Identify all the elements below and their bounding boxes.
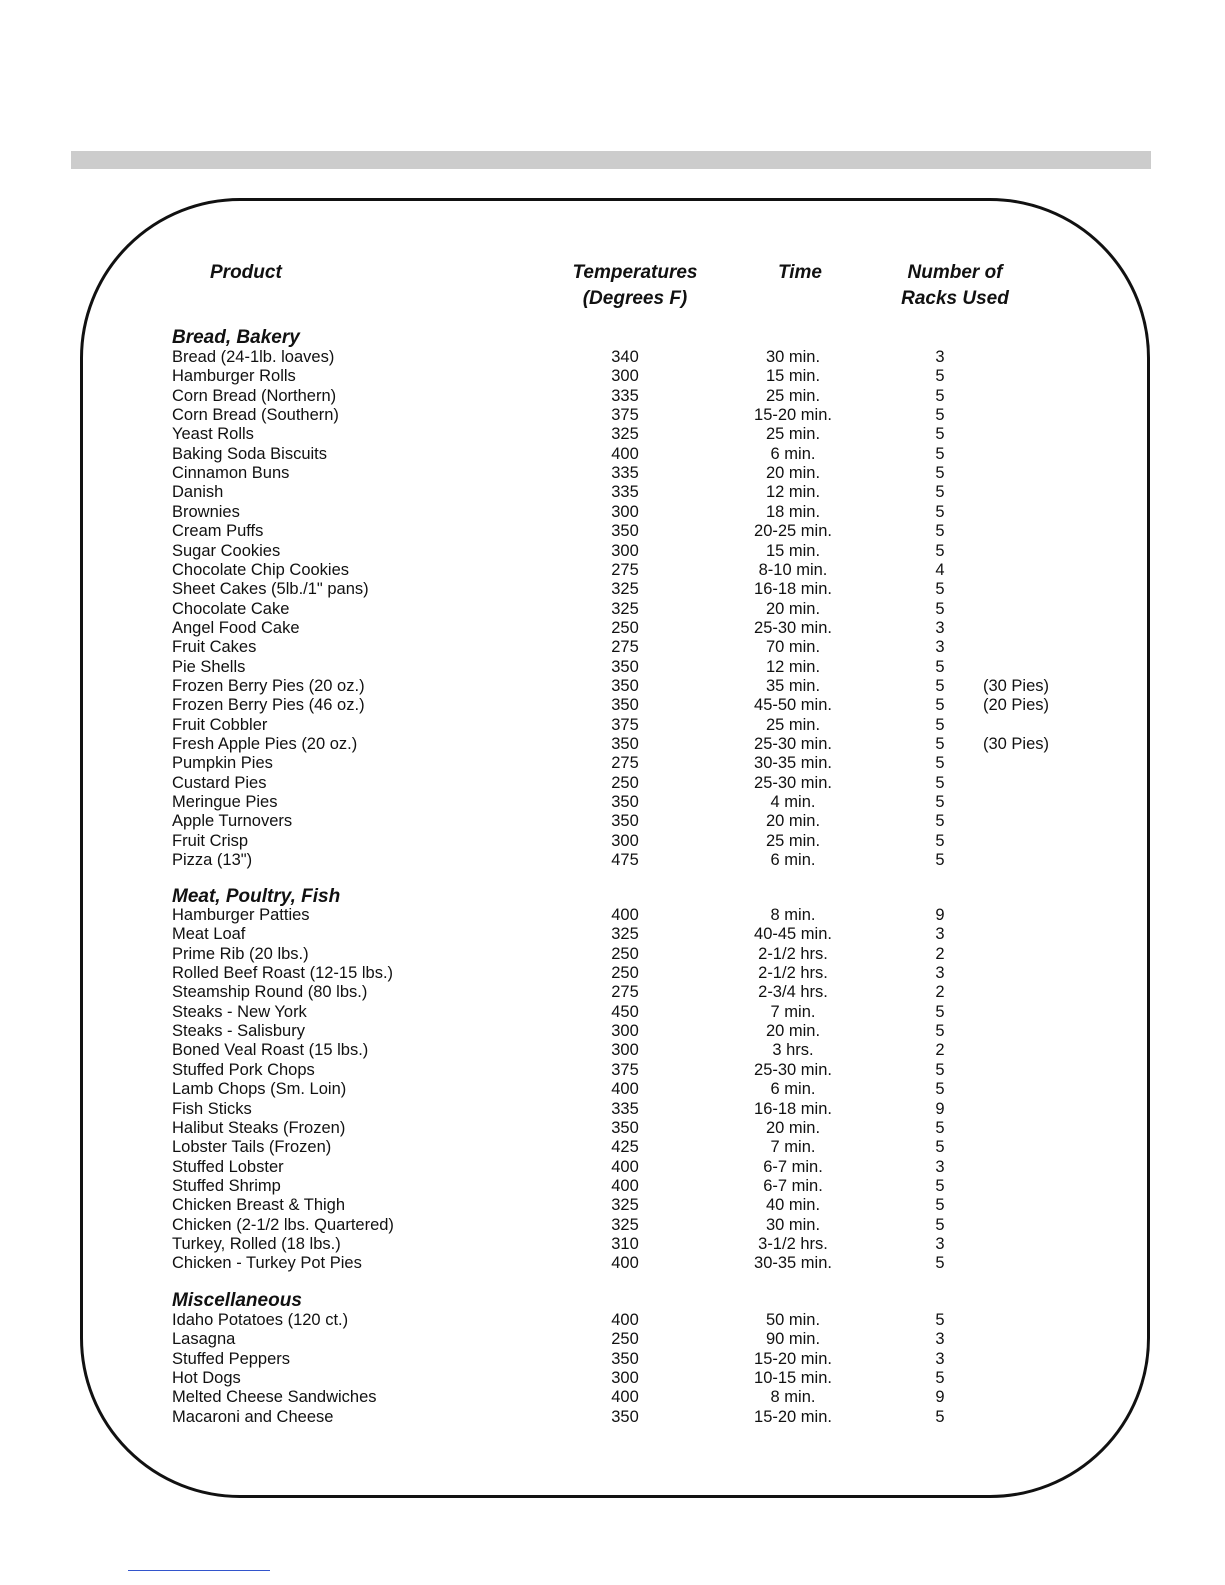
table-row bbox=[0, 945, 1225, 965]
time-cell: 7 min. bbox=[770, 1138, 816, 1157]
product-cell: Hot Dogs bbox=[172, 1369, 241, 1388]
table-row bbox=[0, 832, 1225, 852]
racks-cell: 5 bbox=[935, 812, 945, 831]
temperature-cell: 400 bbox=[611, 1388, 639, 1407]
racks-cell: 5 bbox=[935, 1060, 945, 1079]
temperature-cell: 325 bbox=[611, 925, 639, 944]
product-cell: Chocolate Chip Cookies bbox=[172, 560, 350, 579]
time-cell: 20 min. bbox=[765, 812, 821, 831]
table-row bbox=[0, 1061, 1225, 1081]
product-cell: Sheet Cakes (5lb./1" pans) bbox=[172, 580, 369, 599]
product-cell: Stuffed Shrimp bbox=[172, 1176, 281, 1195]
product-cell: Chicken (2-1/2 lbs. Quartered) bbox=[172, 1215, 394, 1234]
time-cell: 18 min. bbox=[765, 502, 821, 521]
product-cell: Boned Veal Roast (15 lbs.) bbox=[172, 1041, 369, 1060]
column-header-racks-line2: Racks Used bbox=[901, 288, 1009, 309]
time-cell: 3 hrs. bbox=[772, 1041, 814, 1060]
table-row bbox=[0, 406, 1225, 426]
racks-cell: 5 bbox=[935, 1369, 945, 1388]
table-row bbox=[0, 1311, 1225, 1331]
product-cell: Idaho Potatoes (120 ct.) bbox=[172, 1311, 349, 1329]
product-cell: Hamburger Patties bbox=[172, 906, 310, 924]
table-row bbox=[0, 793, 1225, 813]
racks-cell: 5 bbox=[935, 483, 945, 502]
section-title: Bread, Bakery bbox=[172, 327, 300, 348]
table-row bbox=[0, 906, 1225, 926]
product-cell: Fruit Cakes bbox=[172, 638, 257, 657]
temperature-cell: 325 bbox=[611, 1215, 639, 1234]
temperature-cell: 350 bbox=[611, 696, 639, 715]
temperature-cell: 400 bbox=[611, 906, 639, 924]
temperature-cell: 310 bbox=[611, 1234, 639, 1253]
racks-cell: 5 bbox=[935, 1176, 945, 1195]
temperature-cell: 275 bbox=[611, 754, 639, 773]
temperature-cell: 375 bbox=[611, 406, 639, 425]
table-row bbox=[0, 1003, 1225, 1023]
column-header-temperatures-line2: (Degrees F) bbox=[582, 288, 688, 309]
product-cell: Corn Bread (Southern) bbox=[172, 406, 339, 425]
product-cell: Meringue Pies bbox=[172, 793, 278, 812]
racks-cell: 5 bbox=[935, 831, 945, 850]
table-row bbox=[0, 522, 1225, 542]
product-cell: Frozen Berry Pies (20 oz.) bbox=[172, 676, 365, 695]
table-row bbox=[0, 464, 1225, 484]
product-cell: Custard Pies bbox=[172, 773, 267, 792]
column-header-time: Time bbox=[777, 262, 822, 283]
temperature-cell: 400 bbox=[611, 1157, 639, 1176]
time-cell: 25-30 min. bbox=[754, 773, 832, 792]
table-row bbox=[0, 983, 1225, 1003]
table-row bbox=[0, 851, 1225, 871]
racks-cell: 5 bbox=[935, 793, 945, 812]
time-cell: 25 min. bbox=[765, 425, 821, 444]
product-cell: Brownies bbox=[172, 502, 240, 521]
table-row bbox=[0, 619, 1225, 639]
table-row bbox=[0, 1369, 1225, 1389]
time-cell: 50 min. bbox=[765, 1311, 821, 1329]
temperature-cell: 450 bbox=[611, 1002, 639, 1021]
racks-cell: 3 bbox=[935, 1349, 945, 1368]
time-cell: 20-25 min. bbox=[754, 522, 832, 541]
time-cell: 6 min. bbox=[770, 444, 816, 463]
time-cell: 40 min. bbox=[765, 1196, 821, 1215]
table-row bbox=[0, 1235, 1225, 1255]
product-cell: Melted Cheese Sandwiches bbox=[172, 1388, 377, 1407]
time-cell: 8-10 min. bbox=[758, 560, 828, 579]
column-header-product: Product bbox=[210, 262, 282, 283]
racks-cell: 5 bbox=[935, 1138, 945, 1157]
time-cell: 12 min. bbox=[765, 483, 821, 502]
time-cell: 2-1/2 hrs. bbox=[758, 944, 828, 963]
table-row bbox=[0, 658, 1225, 678]
temperature-cell: 325 bbox=[611, 580, 639, 599]
racks-cell: 5 bbox=[935, 464, 945, 483]
racks-cell: 5 bbox=[935, 425, 945, 444]
temperature-cell: 300 bbox=[611, 1022, 639, 1041]
time-cell: 35 min. bbox=[765, 676, 821, 695]
product-cell: Macaroni and Cheese bbox=[172, 1407, 334, 1426]
table-row bbox=[0, 774, 1225, 794]
time-cell: 30 min. bbox=[765, 1215, 821, 1234]
product-cell: Yeast Rolls bbox=[172, 425, 254, 444]
table-row bbox=[0, 1408, 1225, 1428]
product-cell: Steaks - Salisbury bbox=[172, 1022, 305, 1041]
racks-cell: 5 bbox=[935, 541, 945, 560]
racks-cell: 3 bbox=[935, 1157, 945, 1176]
temperature-cell: 250 bbox=[611, 944, 639, 963]
temperature-cell: 325 bbox=[611, 599, 639, 618]
racks-cell: 3 bbox=[935, 1330, 945, 1349]
product-cell: Pumpkin Pies bbox=[172, 754, 273, 773]
time-cell: 8 min. bbox=[770, 906, 816, 924]
section-title: Meat, Poultry, Fish bbox=[172, 886, 341, 907]
racks-cell: 3 bbox=[935, 348, 945, 366]
temperature-cell: 335 bbox=[611, 1099, 639, 1118]
note-cell: (30 Pies) bbox=[983, 676, 1050, 695]
temperature-cell: 335 bbox=[611, 464, 639, 483]
time-cell: 30-35 min. bbox=[754, 754, 832, 773]
racks-cell: 5 bbox=[935, 657, 945, 676]
note-cell: (30 Pies) bbox=[983, 735, 1050, 753]
column-header-temperatures bbox=[545, 260, 725, 312]
product-cell: Stuffed Pork Chops bbox=[172, 1060, 315, 1079]
time-cell: 25-30 min. bbox=[754, 735, 832, 753]
temperature-cell: 350 bbox=[611, 735, 639, 753]
racks-cell: 5 bbox=[935, 1311, 945, 1329]
table-row bbox=[0, 1330, 1225, 1350]
product-cell: Chocolate Cake bbox=[172, 599, 290, 618]
product-cell: Chicken - Turkey Pot Pies bbox=[172, 1254, 362, 1273]
table-row bbox=[0, 367, 1225, 387]
temperature-cell: 275 bbox=[611, 560, 639, 579]
column-header-racks-line1: Number of bbox=[907, 262, 1003, 283]
footer-link-underline bbox=[128, 1570, 270, 1571]
table-row bbox=[0, 696, 1225, 716]
racks-cell: 5 bbox=[935, 773, 945, 792]
temperature-cell: 340 bbox=[611, 348, 639, 366]
time-cell: 20 min. bbox=[765, 1118, 821, 1137]
temperature-cell: 350 bbox=[611, 657, 639, 676]
time-cell: 8 min. bbox=[770, 1388, 816, 1407]
time-cell: 40-45 min. bbox=[754, 925, 832, 944]
time-cell: 16-18 min. bbox=[754, 580, 832, 599]
table-row bbox=[0, 600, 1225, 620]
product-cell: Hamburger Rolls bbox=[172, 367, 296, 386]
temperature-cell: 375 bbox=[611, 1060, 639, 1079]
product-cell: Bread (24-1lb. loaves) bbox=[172, 348, 335, 366]
time-cell: 15-20 min. bbox=[754, 1407, 832, 1426]
table-row bbox=[0, 1080, 1225, 1100]
temperature-cell: 400 bbox=[611, 1080, 639, 1099]
time-cell: 25 min. bbox=[765, 715, 821, 734]
product-cell: Fruit Crisp bbox=[172, 831, 249, 850]
product-cell: Frozen Berry Pies (46 oz.) bbox=[172, 696, 365, 715]
table-row bbox=[0, 1388, 1225, 1408]
table-row bbox=[0, 1177, 1225, 1197]
racks-cell: 2 bbox=[935, 944, 945, 963]
racks-cell: 5 bbox=[935, 696, 945, 715]
racks-cell: 3 bbox=[935, 1234, 945, 1253]
time-cell: 4 min. bbox=[770, 793, 816, 812]
temperature-cell: 400 bbox=[611, 1311, 639, 1329]
temperature-cell: 425 bbox=[611, 1138, 639, 1157]
column-header-racks bbox=[865, 260, 1045, 312]
racks-cell: 5 bbox=[935, 522, 945, 541]
product-cell: Fresh Apple Pies (20 oz.) bbox=[172, 735, 358, 753]
racks-cell: 5 bbox=[935, 1215, 945, 1234]
product-cell: Apple Turnovers bbox=[172, 812, 293, 831]
racks-cell: 5 bbox=[935, 502, 945, 521]
time-cell: 15-20 min. bbox=[754, 406, 832, 425]
racks-cell: 5 bbox=[935, 406, 945, 425]
table-row bbox=[0, 754, 1225, 774]
time-cell: 70 min. bbox=[765, 638, 821, 657]
table-row bbox=[0, 1216, 1225, 1236]
table-row bbox=[0, 1022, 1225, 1042]
table-row bbox=[0, 638, 1225, 658]
time-cell: 20 min. bbox=[765, 464, 821, 483]
product-cell: Angel Food Cake bbox=[172, 618, 300, 637]
product-cell: Lasagna bbox=[172, 1330, 236, 1349]
table-row bbox=[0, 716, 1225, 736]
temperature-cell: 350 bbox=[611, 522, 639, 541]
table-row bbox=[0, 735, 1225, 755]
table-row bbox=[0, 1350, 1225, 1370]
time-cell: 20 min. bbox=[765, 599, 821, 618]
time-cell: 25 min. bbox=[765, 831, 821, 850]
time-cell: 2-3/4 hrs. bbox=[758, 983, 828, 1002]
time-cell: 25-30 min. bbox=[754, 1060, 832, 1079]
racks-cell: 5 bbox=[935, 1254, 945, 1273]
time-cell: 6 min. bbox=[770, 851, 816, 870]
racks-cell: 9 bbox=[935, 906, 945, 924]
racks-cell: 5 bbox=[935, 735, 945, 753]
time-cell: 12 min. bbox=[765, 657, 821, 676]
temperature-cell: 350 bbox=[611, 676, 639, 695]
table-row bbox=[0, 483, 1225, 503]
table-row bbox=[0, 542, 1225, 562]
product-cell: Steamship Round (80 lbs.) bbox=[172, 983, 368, 1002]
product-cell: Sugar Cookies bbox=[172, 541, 281, 560]
racks-cell: 5 bbox=[935, 1118, 945, 1137]
product-cell: Danish bbox=[172, 483, 224, 502]
racks-cell: 5 bbox=[935, 1002, 945, 1021]
temperature-cell: 250 bbox=[611, 1330, 639, 1349]
racks-cell: 5 bbox=[935, 1080, 945, 1099]
temperature-cell: 335 bbox=[611, 483, 639, 502]
racks-cell: 5 bbox=[935, 715, 945, 734]
temperature-cell: 300 bbox=[611, 831, 639, 850]
temperature-cell: 275 bbox=[611, 638, 639, 657]
racks-cell: 4 bbox=[935, 560, 945, 579]
racks-cell: 3 bbox=[935, 964, 945, 983]
time-cell: 2-1/2 hrs. bbox=[758, 964, 828, 983]
product-cell: Prime Rib (20 lbs.) bbox=[172, 944, 309, 963]
table-row bbox=[0, 1254, 1225, 1274]
time-cell: 6-7 min. bbox=[763, 1157, 823, 1176]
time-cell: 90 min. bbox=[765, 1330, 821, 1349]
temperature-cell: 400 bbox=[611, 444, 639, 463]
table-row bbox=[0, 580, 1225, 600]
temperature-cell: 250 bbox=[611, 618, 639, 637]
table-row bbox=[0, 1100, 1225, 1120]
racks-cell: 5 bbox=[935, 1022, 945, 1041]
header-divider-bar bbox=[71, 151, 1151, 169]
table-row bbox=[0, 1119, 1225, 1139]
racks-cell: 5 bbox=[935, 386, 945, 405]
temperature-cell: 300 bbox=[611, 367, 639, 386]
time-cell: 6 min. bbox=[770, 1080, 816, 1099]
time-cell: 30 min. bbox=[765, 348, 821, 366]
note-cell: (20 Pies) bbox=[983, 696, 1050, 715]
time-cell: 15 min. bbox=[765, 367, 821, 386]
time-cell: 25-30 min. bbox=[754, 618, 832, 637]
racks-cell: 3 bbox=[935, 925, 945, 944]
table-row bbox=[0, 1138, 1225, 1158]
temperature-cell: 400 bbox=[611, 1254, 639, 1273]
racks-cell: 5 bbox=[935, 580, 945, 599]
temperature-cell: 335 bbox=[611, 386, 639, 405]
time-cell: 10-15 min. bbox=[754, 1369, 832, 1388]
temperature-cell: 300 bbox=[611, 1369, 639, 1388]
racks-cell: 2 bbox=[935, 1041, 945, 1060]
table-row bbox=[0, 425, 1225, 445]
temperature-cell: 300 bbox=[611, 1041, 639, 1060]
temperature-cell: 250 bbox=[611, 964, 639, 983]
time-cell: 6-7 min. bbox=[763, 1176, 823, 1195]
product-cell: Stuffed Peppers bbox=[172, 1349, 291, 1368]
time-cell: 7 min. bbox=[770, 1002, 816, 1021]
racks-cell: 9 bbox=[935, 1388, 945, 1407]
racks-cell: 3 bbox=[935, 638, 945, 657]
time-cell: 15-20 min. bbox=[754, 1349, 832, 1368]
table-row bbox=[0, 964, 1225, 984]
time-cell: 15 min. bbox=[765, 541, 821, 560]
racks-cell: 3 bbox=[935, 618, 945, 637]
product-cell: Lobster Tails (Frozen) bbox=[172, 1138, 332, 1157]
product-cell: Meat Loaf bbox=[172, 925, 246, 944]
product-cell: Fish Sticks bbox=[172, 1099, 252, 1118]
racks-cell: 5 bbox=[935, 851, 945, 870]
column-header-temperatures-line1: Temperatures bbox=[572, 262, 698, 283]
product-cell: Halibut Steaks (Frozen) bbox=[172, 1118, 346, 1137]
table-row bbox=[0, 925, 1225, 945]
time-cell: 25 min. bbox=[765, 386, 821, 405]
product-cell: Corn Bread (Northern) bbox=[172, 386, 337, 405]
temperature-cell: 350 bbox=[611, 793, 639, 812]
product-cell: Fruit Cobbler bbox=[172, 715, 268, 734]
time-cell: 20 min. bbox=[765, 1022, 821, 1041]
temperature-cell: 325 bbox=[611, 425, 639, 444]
temperature-cell: 250 bbox=[611, 773, 639, 792]
product-cell: Chicken Breast & Thigh bbox=[172, 1196, 346, 1215]
temperature-cell: 325 bbox=[611, 1196, 639, 1215]
product-cell: Pizza (13") bbox=[172, 851, 253, 870]
product-cell: Steaks - New York bbox=[172, 1002, 307, 1021]
temperature-cell: 475 bbox=[611, 851, 639, 870]
racks-cell: 5 bbox=[935, 1196, 945, 1215]
temperature-cell: 400 bbox=[611, 1176, 639, 1195]
table-row bbox=[0, 1041, 1225, 1061]
time-cell: 3-1/2 hrs. bbox=[758, 1234, 828, 1253]
racks-cell: 5 bbox=[935, 367, 945, 386]
table-row bbox=[0, 445, 1225, 465]
temperature-cell: 300 bbox=[611, 502, 639, 521]
temperature-cell: 375 bbox=[611, 715, 639, 734]
product-cell: Turkey, Rolled (18 lbs.) bbox=[172, 1234, 341, 1253]
product-cell: Baking Soda Biscuits bbox=[172, 444, 328, 463]
table-row bbox=[0, 1196, 1225, 1216]
product-cell: Lamb Chops (Sm. Loin) bbox=[172, 1080, 347, 1099]
temperature-cell: 350 bbox=[611, 1118, 639, 1137]
table-row bbox=[0, 812, 1225, 832]
section-title: Miscellaneous bbox=[172, 1290, 302, 1311]
racks-cell: 2 bbox=[935, 983, 945, 1002]
racks-cell: 5 bbox=[935, 676, 945, 695]
temperature-cell: 350 bbox=[611, 1349, 639, 1368]
table-row bbox=[0, 387, 1225, 407]
table-row bbox=[0, 561, 1225, 581]
racks-cell: 9 bbox=[935, 1099, 945, 1118]
table-row bbox=[0, 503, 1225, 523]
temperature-cell: 350 bbox=[611, 812, 639, 831]
table-row bbox=[0, 348, 1225, 368]
product-cell: Cream Puffs bbox=[172, 522, 264, 541]
table-row bbox=[0, 677, 1225, 697]
time-cell: 16-18 min. bbox=[754, 1099, 832, 1118]
temperature-cell: 300 bbox=[611, 541, 639, 560]
temperature-cell: 275 bbox=[611, 983, 639, 1002]
time-cell: 30-35 min. bbox=[754, 1254, 832, 1273]
product-cell: Pie Shells bbox=[172, 657, 246, 676]
product-cell: Rolled Beef Roast (12-15 lbs.) bbox=[172, 964, 394, 983]
temperature-cell: 350 bbox=[611, 1407, 639, 1426]
time-cell: 45-50 min. bbox=[754, 696, 832, 715]
racks-cell: 5 bbox=[935, 599, 945, 618]
product-cell: Cinnamon Buns bbox=[172, 464, 290, 483]
racks-cell: 5 bbox=[935, 754, 945, 773]
racks-cell: 5 bbox=[935, 1407, 945, 1426]
table-row bbox=[0, 1158, 1225, 1178]
product-cell: Stuffed Lobster bbox=[172, 1157, 284, 1176]
racks-cell: 5 bbox=[935, 444, 945, 463]
